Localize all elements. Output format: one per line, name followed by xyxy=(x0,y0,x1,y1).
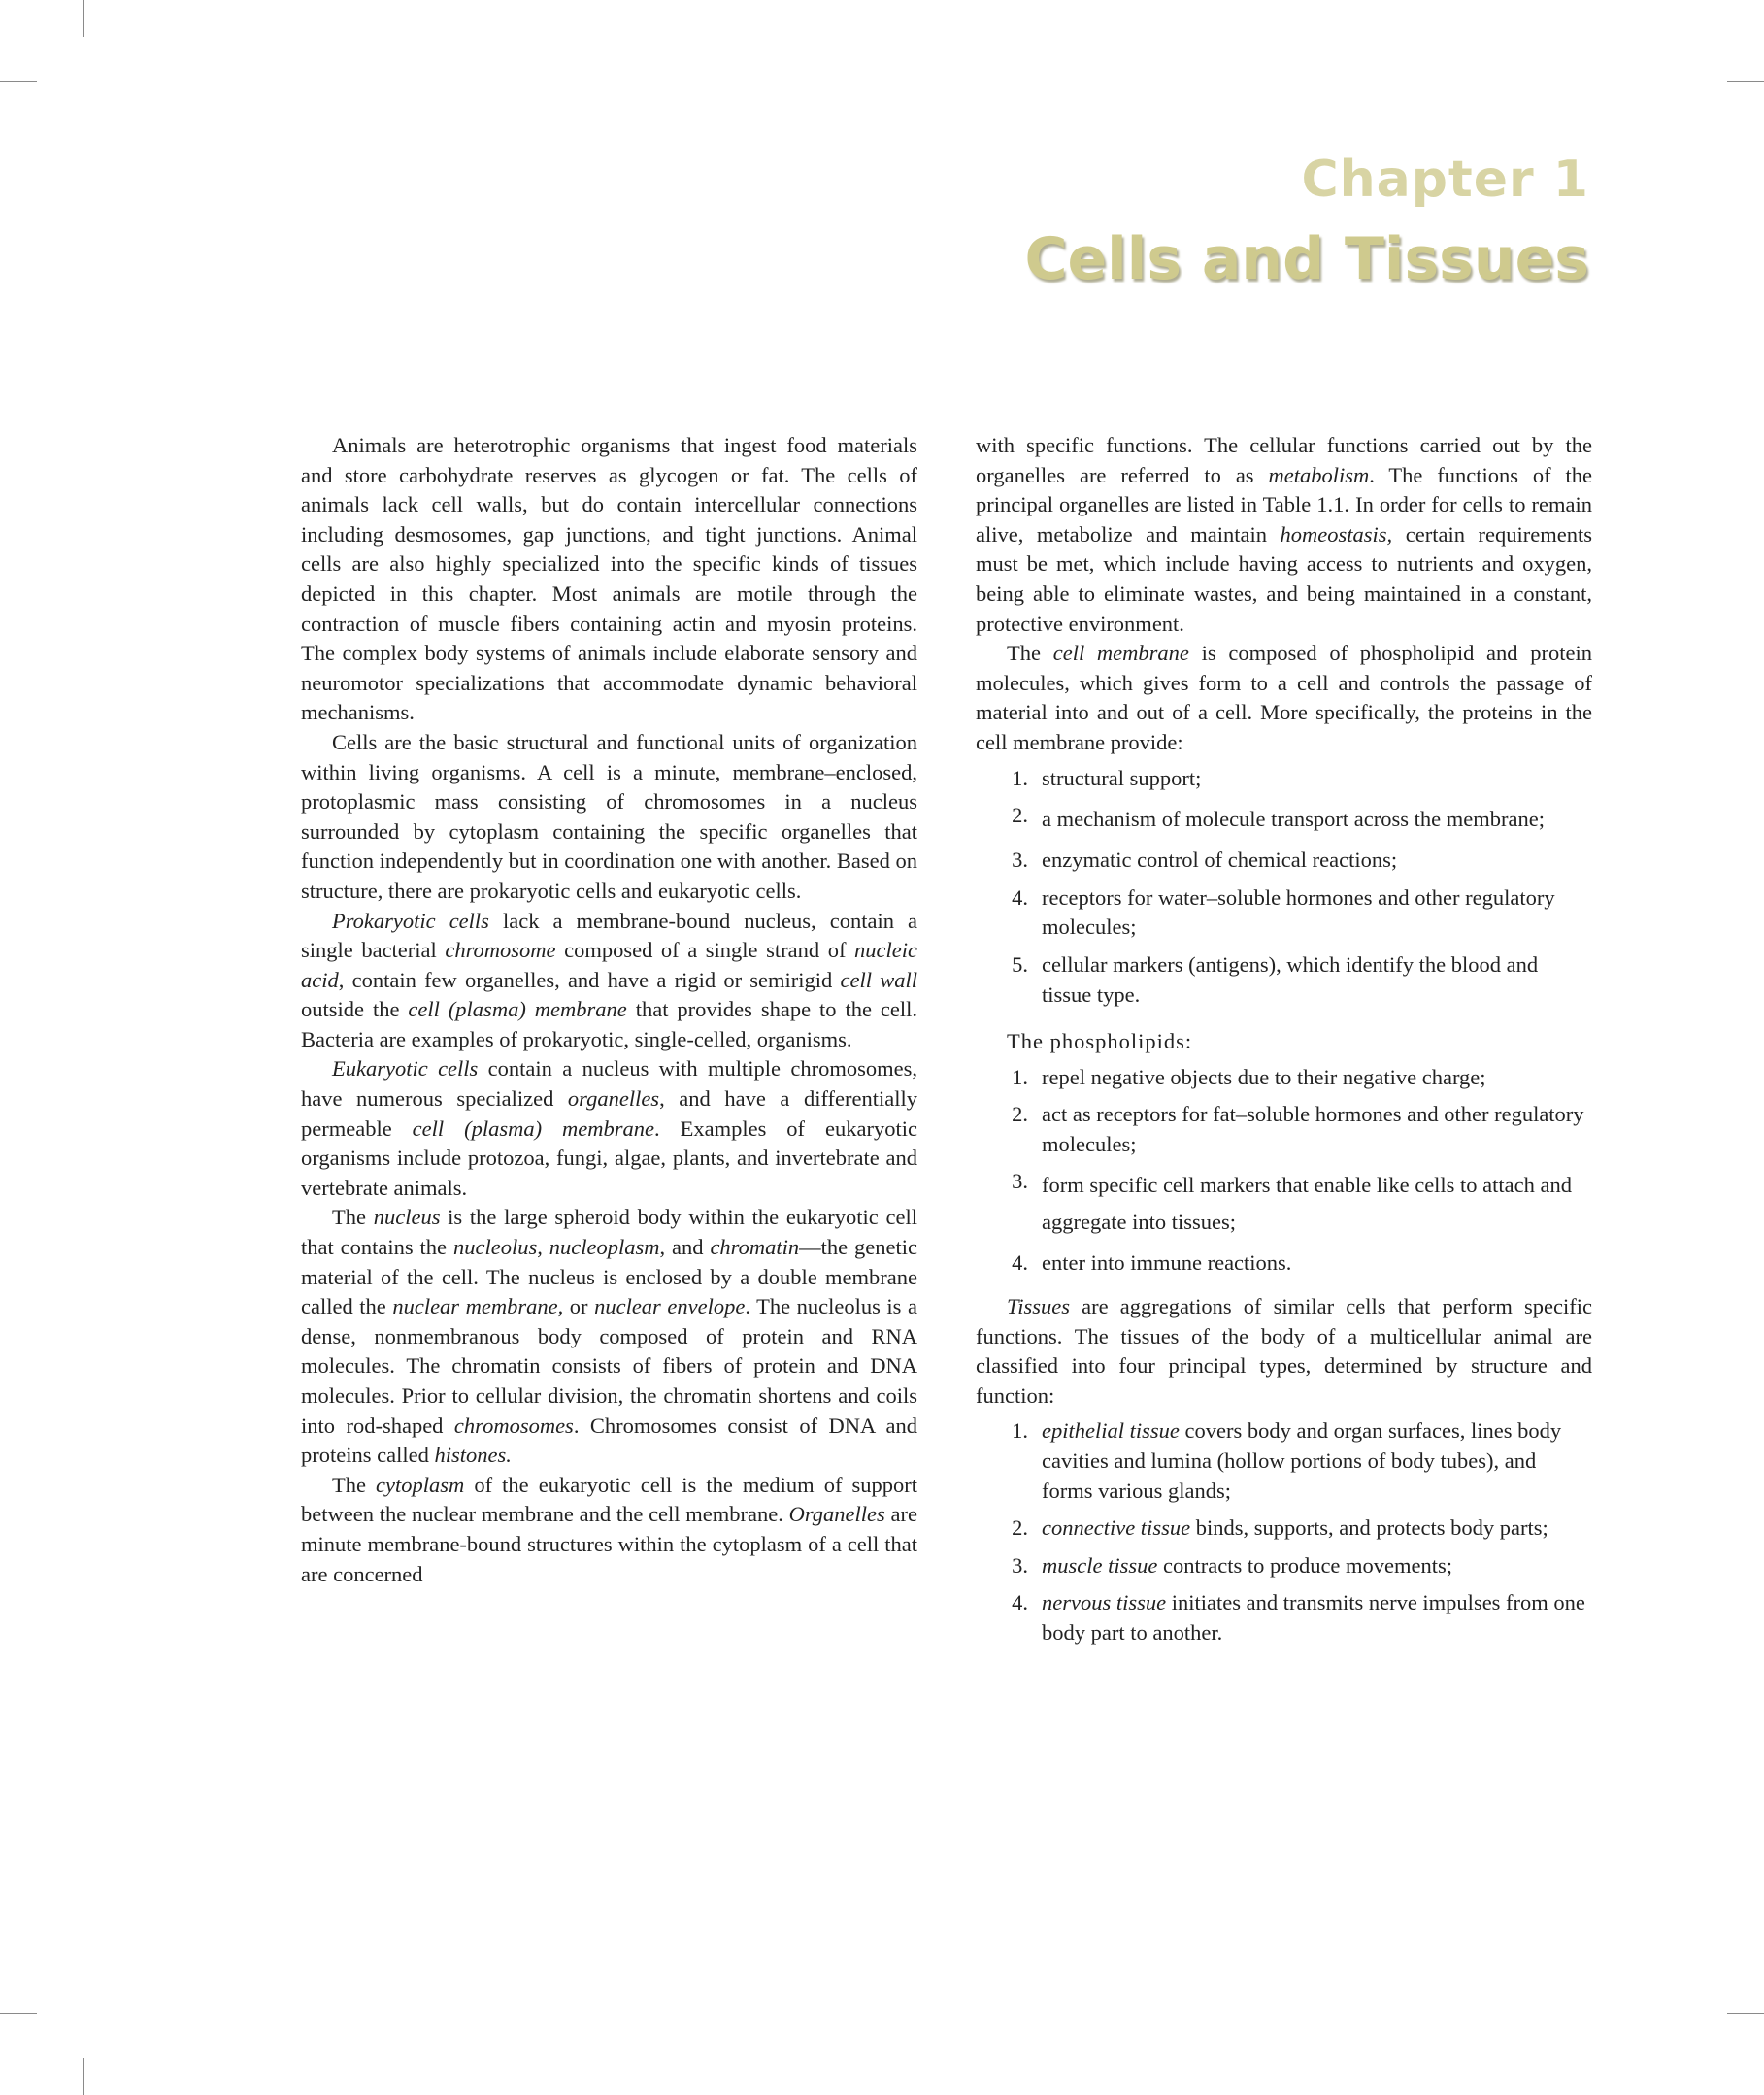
left-column xyxy=(301,431,917,1589)
paragraph-cells: Cells are the basic structural and functional units of organization within living organisms. A cell is a minute, membrane–enclosed, protoplasmic mass consisting of chromosomes in a nucleus surrounded by cytoplasm containing the specific organelles that function independently but in coordination one with another. Based on structure, there are prokaryotic cells and eukaryotic cells. xyxy=(301,729,917,903)
paragraph-tissues: Tissues are aggregations of similar cells that perform specific functions. The tissues of the body of a multicellular animal are classified into four principal types, determined by structure and function: xyxy=(976,1294,1592,1408)
list-item: 1. epithelial tissue covers body and organ surfaces, lines body cavities and lumina (hollow portions of body tubes), and forms various glands; xyxy=(1012,1418,1562,1503)
paragraph-prokaryotic: Prokaryotic cells lack a membrane-bound nucleus, contain a single bacterial chromosome composed of a single strand of nucleic acid, contain few organelles, and have a rigid or semirigid cell wall outside the cell (plasma) membrane that provides shape to the cell. Bacteria are examples of prokaryotic, single-celled, organisms. xyxy=(301,908,918,1051)
crop-mark xyxy=(83,0,84,37)
list-item: 4. enter into immune reactions. xyxy=(1012,1250,1292,1276)
paragraph-eukaryotic: Eukaryotic cells contain a nucleus with multiple chromosomes, have numerous specialized organelles, and have a differentially permeable cell (plasma) membrane. Examples of eukaryotic organisms include protozoa, fungi, algae, plants, and invertebrate and vertebrate animals. xyxy=(301,1056,918,1200)
list-item: 4. nervous tissue initiates and transmits nerve impulses from one body part to another. xyxy=(1012,1590,1585,1645)
membrane-protein-list xyxy=(976,764,1592,1011)
list-item: 3. muscle tissue contracts to produce movements; xyxy=(1012,1552,1453,1578)
tissue-types-list xyxy=(976,1416,1592,1647)
crop-mark xyxy=(83,2058,84,2095)
paragraph-intro: Animals are heterotrophic organisms that ingest food materials and store carbohydrate reserves as glycogen or fat. The cells of animals lack cell walls, but do contain intercellular connections including desmosomes, gap junctions, and tight junctions. Animal cells are also highly specialized into the specific kinds of tissues depicted in this chapter. Most animals are motile through the contraction of muscle fibers containing actin and myosin proteins. The complex body systems of animals include elaborate sensory and neuromotor specializations that accommodate dynamic behavioral mechanisms. xyxy=(301,433,917,725)
list-item: 3. enzymatic control of chemical reactions; xyxy=(1012,848,1398,873)
list-item: 3. form specific cell markers that enable like cells to attach and aggregate into tissues; xyxy=(1012,1169,1573,1235)
chapter-title: Cells and Tissues xyxy=(1024,225,1589,293)
chapter-number: Chapter 1 xyxy=(1301,150,1589,209)
paragraph-metabolism: with specific functions. The cellular functions carried out by the organelles are referred to as metabolism. The functions of the principal organelles are listed in Table 1.1. In order for cells to remain alive, metabolize and maintain homeostasis, certain requirements must be met, which include having access to nutrients and oxygen, being able to eliminate wastes, and being maintained in a constant, protective environment. xyxy=(976,433,1592,636)
list-item: 5. cellular markers (antigens), which identify the blood and tissue type. xyxy=(1012,951,1539,1007)
list-item: 2. a mechanism of molecule transport across the membrane; xyxy=(1012,803,1545,832)
paragraph-cell-membrane: The cell membrane is composed of phospholipid and protein molecules, which gives form to a cell and controls the passage of material into and out of a cell. More specifically, the proteins in the cell membrane provide: xyxy=(976,641,1592,754)
list-item: 2. connective tissue binds, supports, and protects body parts; xyxy=(1012,1515,1548,1541)
phospholipids-label: The phospholipids: xyxy=(1007,1029,1193,1054)
list-item: 4. receptors for water–soluble hormones and other regulatory molecules; xyxy=(1012,884,1555,940)
right-column xyxy=(976,431,1592,1656)
list-item: 2. act as receptors for fat–soluble hormones and other regulatory molecules; xyxy=(1012,1102,1584,1156)
paragraph-nucleus: The nucleus is the large spheroid body within the eukaryotic cell that contains the nucleolus, nucleoplasm, and chromatin—the genetic material of the cell. The nucleus is enclosed by a double membrane called the nuclear membrane, or nuclear envelope. The nucleolus is a dense, nonmembranous body composed of protein and RNA molecules. The chromatin consists of fibers of protein and DNA molecules. Prior to cellular division, the chromatin shortens and coils into rod-shaped chromosomes. Chromosomes consist of DNA and proteins called histones. xyxy=(301,1205,917,1468)
list-item: 1. repel negative objects due to their negative charge; xyxy=(1012,1064,1486,1089)
crop-mark xyxy=(1727,81,1764,82)
list-item: 1. structural support; xyxy=(1012,765,1202,790)
crop-mark xyxy=(1727,2013,1764,2014)
phospholipid-list xyxy=(976,1063,1592,1279)
crop-mark xyxy=(0,81,37,82)
crop-mark xyxy=(0,2013,37,2014)
paragraph-cytoplasm: The cytoplasm of the eukaryotic cell is the medium of support between the nuclear membrane and the cell membrane. Organelles are minute membrane-bound structures within the cytoplasm of a cell that are concerned xyxy=(301,1472,917,1586)
